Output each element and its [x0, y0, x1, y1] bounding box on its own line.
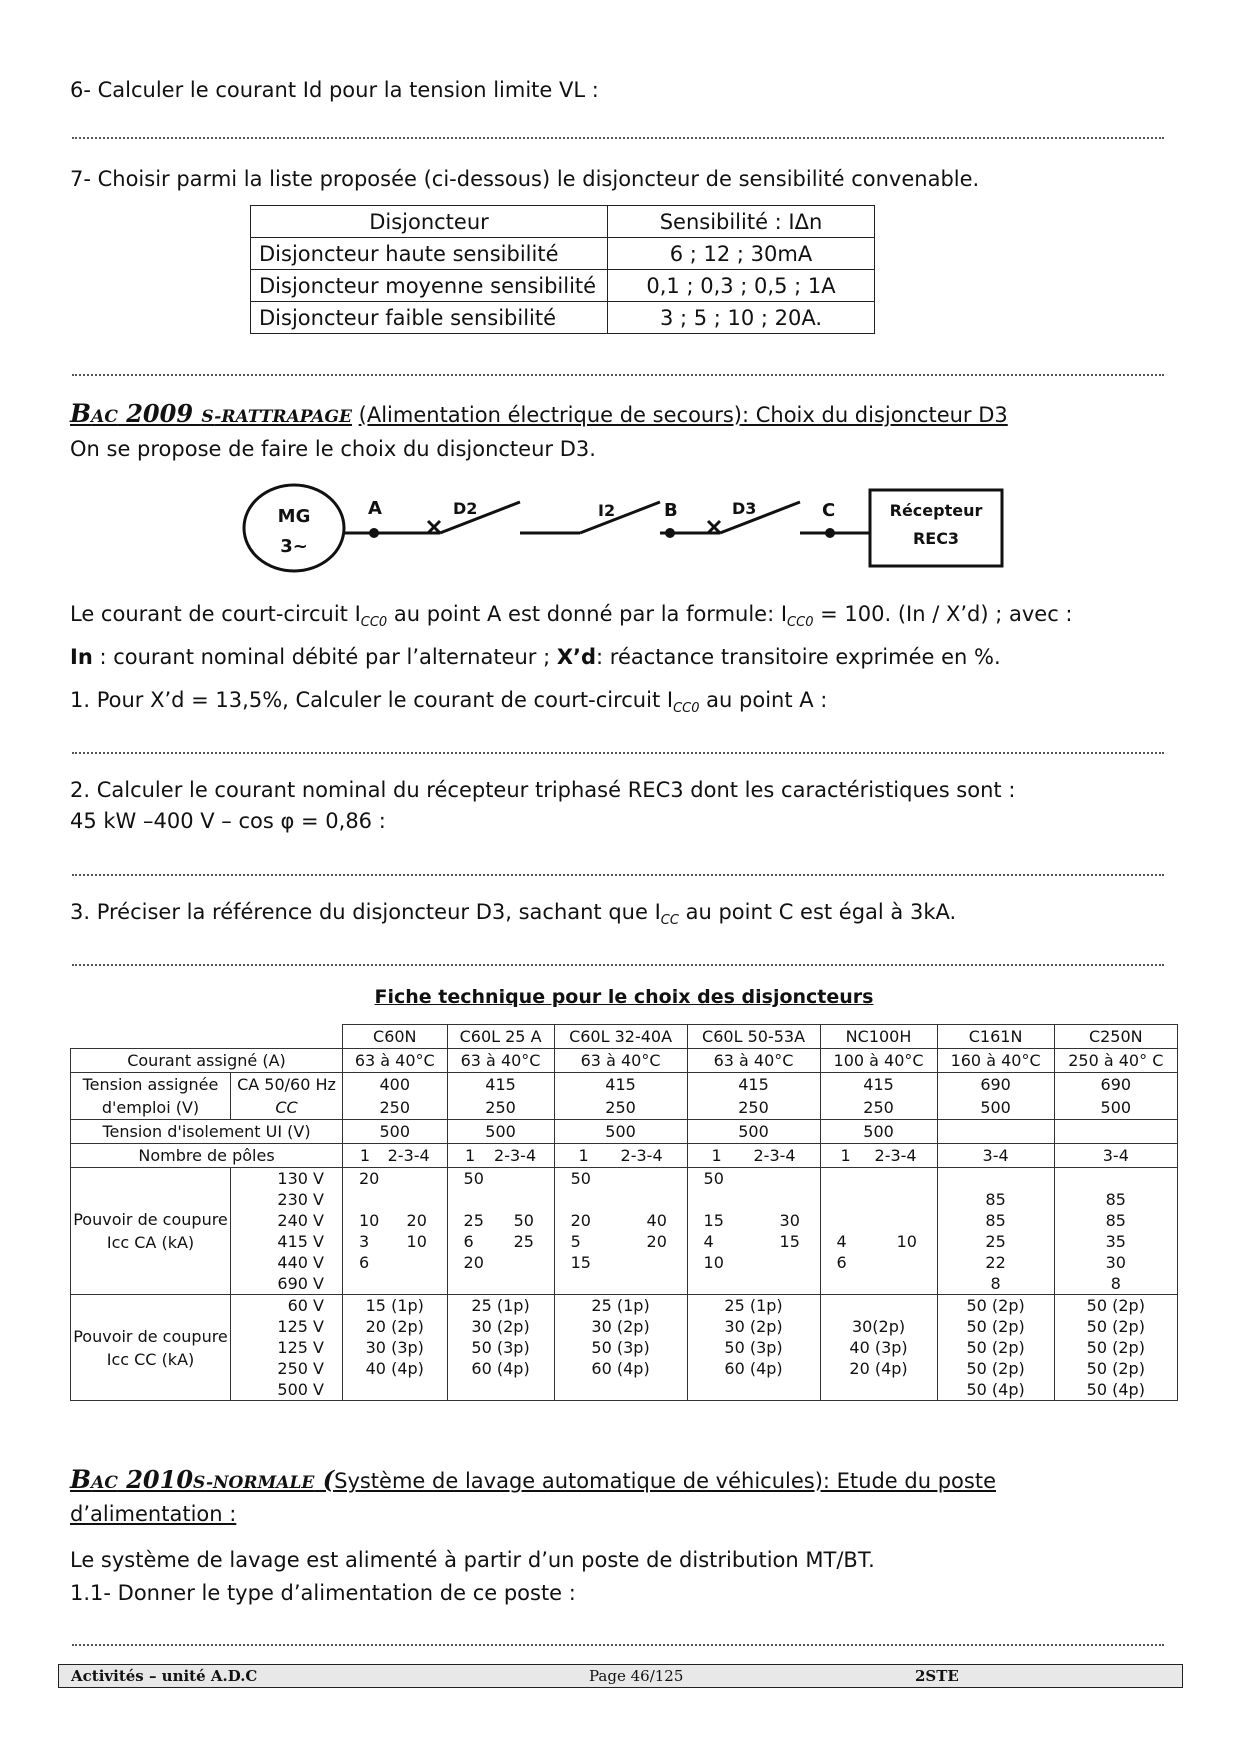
icc-value: 60 (4p): [724, 1359, 783, 1378]
icc-value: 30 (2p): [591, 1317, 650, 1336]
section-intro: Le système de lavage est alimenté à partir d’un poste de distribution MT/BT.: [70, 1548, 875, 1572]
ica-value-pair: [690, 1189, 818, 1210]
receiver-name: REC3: [912, 529, 960, 548]
ica-value-pair: 50: [703, 1169, 724, 1188]
icc-value: 30 (2p): [724, 1317, 783, 1336]
receiver-label: Récepteur: [889, 501, 983, 520]
ica-value: 8: [1110, 1274, 1121, 1293]
model-header: C60L 50-53A: [687, 1025, 820, 1049]
voltage-list: 130 V 230 V 240 V 415 V 440 V 690 V: [231, 1168, 343, 1295]
table-cell: 0,1 ; 0,3 ; 0,5 ; 1A: [608, 270, 875, 302]
table-cell: [447, 1295, 554, 1401]
table-cell: Disjoncteur moyenne sensibilité: [251, 270, 608, 302]
table-cell: 690 500: [937, 1073, 1054, 1120]
voltage-list: 60 V 125 V 125 V 250 V 500 V: [231, 1295, 343, 1401]
ica-value-pair: [557, 1273, 685, 1294]
question-7: 7- Choisir parmi la liste proposée (ci-dessous) le disjoncteur de sensibilité convenable.: [70, 167, 980, 191]
ica-value-pair: [823, 1168, 935, 1189]
section-intro: On se propose de faire le choix du disjoncteur D3.: [70, 437, 596, 461]
ica-value-pair: [450, 1189, 552, 1210]
table-cell: [687, 1168, 820, 1295]
table-cell: 415 250: [554, 1073, 687, 1120]
ica-value: 85: [985, 1211, 1006, 1230]
question-1: 1. Pour X’d = 13,5%, Calculer le courant de court-circuit $I_{CC0}$ au point A :: [70, 688, 828, 717]
question-3: 3. Préciser la référence du disjoncteur D3, sachant que $I_{CC}$ au point C est égal à 3kA.: [70, 900, 957, 929]
row-label: Pouvoir de coupure Icc CC (kA): [71, 1295, 231, 1401]
ica-value-pair: 10 20: [359, 1211, 427, 1230]
ica-value-pair: [450, 1273, 552, 1294]
table-cell: Disjoncteur faible sensibilité: [251, 302, 608, 334]
table-cell: Disjoncteur haute sensibilité: [251, 238, 608, 270]
table-cell: [1054, 1295, 1177, 1401]
model-header: C60N: [343, 1025, 448, 1049]
ica-value-pair: 20: [359, 1169, 380, 1188]
icc-value: 50 (2p): [966, 1317, 1025, 1336]
icc-value: 40 (4p): [365, 1359, 424, 1378]
table-cell: 1 2-3-4: [820, 1144, 937, 1168]
icc-value: 50 (2p): [1086, 1359, 1145, 1378]
icc-value: 50 (4p): [1086, 1380, 1145, 1399]
tech-table: [70, 1024, 1178, 1401]
table-cell: [820, 1168, 937, 1295]
icc-formula: Le courant de court-circuit $I_{CC0}$ au point A est donné par la formule: $I_{CC0} = 100$. (In / X’d) ; avec :: [70, 602, 1073, 631]
footer-right: 2STE: [915, 1667, 959, 1685]
table-row: [71, 1073, 1178, 1120]
breaker-d2-switch: [440, 502, 520, 533]
table-cell: [937, 1120, 1054, 1144]
icc-value: 50 (2p): [1086, 1296, 1145, 1315]
ica-value: 85: [985, 1190, 1006, 1209]
icc-value: 30 (3p): [365, 1338, 424, 1357]
question-2-line2: 45 kW –400 V – cos φ = 0,86 :: [70, 809, 386, 833]
model-header: C161N: [937, 1025, 1054, 1049]
model-header: C250N: [1054, 1025, 1177, 1049]
answer-line: [72, 364, 1164, 376]
ica-value: 8: [990, 1274, 1001, 1293]
row-label: Tension assignée d'emploi (V): [71, 1073, 231, 1120]
table-cell: 690 500: [1054, 1073, 1177, 1120]
icc-value: [450, 1379, 552, 1400]
footer-left: Activités – unité A.D.C: [71, 1667, 258, 1685]
ica-value-pair: 6 25: [463, 1232, 534, 1251]
model-header: NC100H: [820, 1025, 937, 1049]
row-label: Nombre de pôles: [71, 1144, 343, 1168]
generator-symbol: [244, 485, 344, 571]
table-cell: [343, 1295, 448, 1401]
icc-value: 25 (1p): [591, 1296, 650, 1315]
table-cell: 500: [554, 1120, 687, 1144]
table-row: [251, 302, 875, 334]
i2-label: I2: [598, 501, 616, 520]
icc-value: [823, 1295, 935, 1316]
ica-value-pair: 50: [570, 1169, 591, 1188]
point-a-label: A: [368, 498, 382, 519]
section-heading-2010: [70, 1466, 996, 1497]
answer-line: [72, 864, 1164, 876]
table-cell: 160 à 40°C: [937, 1049, 1054, 1073]
table-cell: 1 2-3-4: [447, 1144, 554, 1168]
ica-value: 30: [1105, 1253, 1126, 1272]
table-row: [251, 238, 875, 270]
ica-value: 85: [1105, 1190, 1126, 1209]
answer-line: [72, 127, 1164, 139]
ica-value-pair: 20 40: [570, 1211, 667, 1230]
page-footer: [58, 1664, 1183, 1688]
ica-value: 85: [1105, 1211, 1126, 1230]
table-cell: 500: [820, 1120, 937, 1144]
ica-value-pair: 10: [703, 1253, 724, 1272]
table-cell: [447, 1168, 554, 1295]
table-cell: 400 250: [343, 1073, 448, 1120]
ica-value: 22: [985, 1253, 1006, 1272]
icc-value: 40 (3p): [849, 1338, 908, 1357]
answer-line: [72, 954, 1164, 966]
table-cell: [554, 1295, 687, 1401]
table-header: Sensibilité : IΔn: [608, 206, 875, 238]
icc-value: [557, 1379, 685, 1400]
question-1-1: 1.1- Donner le type d’alimentation de ce poste :: [70, 1581, 576, 1605]
ica-value-pair: [557, 1189, 685, 1210]
switch-i2: [580, 502, 660, 533]
ica-value-pair: [345, 1273, 445, 1294]
table-row: [71, 1120, 1178, 1144]
d2-label: D2: [453, 499, 478, 518]
icc-value: 60 (4p): [471, 1359, 530, 1378]
ica-value-pair: 50: [463, 1169, 484, 1188]
table-cell: 1 2-3-4: [687, 1144, 820, 1168]
ica-value: [1057, 1168, 1175, 1189]
row-label: Tension d'isolement UI (V): [71, 1120, 343, 1144]
icc-value: 50 (2p): [1086, 1317, 1145, 1336]
ica-value-pair: [345, 1189, 445, 1210]
table-cell: 415 250: [447, 1073, 554, 1120]
ica-value: 25: [985, 1232, 1006, 1251]
table-cell: [937, 1168, 1054, 1295]
point-b-label: B: [664, 500, 678, 521]
ica-value-pair: 20: [463, 1253, 484, 1272]
page-number: Page 46/125: [589, 1667, 684, 1685]
point-c-label: C: [822, 500, 836, 521]
table-cell: 63 à 40°C: [687, 1049, 820, 1073]
sensitivity-table: [250, 205, 875, 334]
bac-label: BAC 2010S-NORMALE (: [70, 1465, 335, 1494]
ica-value-pair: 6: [359, 1253, 370, 1272]
icc-value: 50 (4p): [966, 1380, 1025, 1399]
table-cell: [554, 1168, 687, 1295]
table-cell: 415 250: [687, 1073, 820, 1120]
ica-value-pair: [823, 1210, 935, 1231]
table-cell: 500: [343, 1120, 448, 1144]
tech-table-title: Fiche technique pour le choix des disjoncteurs: [374, 986, 874, 1008]
ica-value: [940, 1168, 1052, 1189]
ica-value-pair: 3 10: [359, 1232, 427, 1251]
icc-value: 50 (3p): [591, 1338, 650, 1357]
table-cell: 63 à 40°C: [447, 1049, 554, 1073]
table-row: [71, 1168, 1178, 1295]
icc-value: 25 (1p): [471, 1296, 530, 1315]
table-cell: [937, 1295, 1054, 1401]
table-cell: 415 250: [820, 1073, 937, 1120]
ica-value-pair: 4 15: [703, 1232, 800, 1251]
ica-value-pair: [823, 1273, 935, 1294]
icc-value: 60 (4p): [591, 1359, 650, 1378]
table-row: [251, 206, 875, 238]
table-row: [71, 1295, 1178, 1401]
ica-value-pair: 15 30: [703, 1211, 800, 1230]
bac-label: BAC 2009 S-RATTRAPAGE: [70, 399, 352, 428]
table-cell: 1 2-3-4: [343, 1144, 448, 1168]
generator-label: MG: [277, 506, 311, 527]
section-subject: Système de lavage automatique de véhicules): Etude du poste: [334, 1469, 996, 1493]
generator-phase: 3~: [280, 536, 308, 557]
table-cell: 3-4: [1054, 1144, 1177, 1168]
ica-value-pair: 5 20: [570, 1232, 667, 1251]
table-cell: 1 2-3-4: [554, 1144, 687, 1168]
question-2-line1: 2. Calculer le courant nominal du récepteur triphasé REC3 dont les caractéristiques sont :: [70, 778, 1016, 802]
table-cell: 6 ; 12 ; 30mA: [608, 238, 875, 270]
table-cell: 500: [447, 1120, 554, 1144]
icc-value: 50 (2p): [966, 1338, 1025, 1357]
icc-value: 30(2p): [851, 1317, 906, 1336]
row-label: Pouvoir de coupure Icc CA (kA): [71, 1168, 231, 1295]
section-subject-line2: d’alimentation :: [70, 1502, 237, 1526]
ica-value: 35: [1105, 1232, 1126, 1251]
ica-value-pair: [690, 1273, 818, 1294]
answer-line: [72, 742, 1164, 754]
icc-value: 25 (1p): [724, 1296, 783, 1315]
table-cell: [1054, 1120, 1177, 1144]
icc-value: [823, 1379, 935, 1400]
table-cell: 500: [687, 1120, 820, 1144]
table-row: [71, 1144, 1178, 1168]
row-label: Courant assigné (A): [71, 1049, 343, 1073]
ica-value-pair: 4 10: [836, 1232, 917, 1251]
table-header: Disjoncteur: [251, 206, 608, 238]
icc-value: 50 (2p): [966, 1296, 1025, 1315]
table-cell: 100 à 40°C: [820, 1049, 937, 1073]
table-cell: 250 à 40° C: [1054, 1049, 1177, 1073]
question-6: 6- Calculer le courant Id pour la tension limite VL :: [70, 78, 599, 102]
table-cell: 3 ; 5 ; 10 ; 20A.: [608, 302, 875, 334]
icc-value: 30 (2p): [471, 1317, 530, 1336]
icc-value: 50 (2p): [966, 1359, 1025, 1378]
ica-value-pair: 25 50: [463, 1211, 534, 1230]
section-heading-2009: [70, 400, 1008, 431]
table-row: [71, 1025, 1178, 1049]
ica-value-pair: [823, 1189, 935, 1210]
table-row: [251, 270, 875, 302]
table-cell: 3-4: [937, 1144, 1054, 1168]
icc-value: 15 (1p): [365, 1296, 424, 1315]
icc-value: 50 (2p): [1086, 1338, 1145, 1357]
table-cell: [820, 1295, 937, 1401]
icc-value: 50 (3p): [724, 1338, 783, 1357]
table-cell: [687, 1295, 820, 1401]
row-sublabel: CA 50/60 Hz CC: [231, 1073, 343, 1120]
ica-value-pair: 6: [836, 1253, 847, 1272]
ica-value-pair: 15: [570, 1253, 591, 1272]
table-cell: 63 à 40°C: [554, 1049, 687, 1073]
table-row: [71, 1049, 1178, 1073]
icc-value: [690, 1379, 818, 1400]
model-header: C60L 32-40A: [554, 1025, 687, 1049]
table-cell: [1054, 1168, 1177, 1295]
table-cell: [343, 1168, 448, 1295]
icc-value: 50 (3p): [471, 1338, 530, 1357]
model-header: C60L 25 A: [447, 1025, 554, 1049]
definitions: In : courant nominal débité par l’alternateur ; X’d: réactance transitoire exprimée en %.: [70, 645, 1001, 669]
table-cell: 63 à 40°C: [343, 1049, 448, 1073]
d3-label: D3: [732, 499, 757, 518]
icc-value: 20 (2p): [365, 1317, 424, 1336]
icc-value: 20 (4p): [849, 1359, 908, 1378]
icc-value: [345, 1379, 445, 1400]
section-subject: (Alimentation électrique de secours): Choix du disjoncteur D3: [358, 403, 1008, 427]
answer-line: [72, 1634, 1164, 1646]
circuit-diagram: [240, 478, 1010, 578]
